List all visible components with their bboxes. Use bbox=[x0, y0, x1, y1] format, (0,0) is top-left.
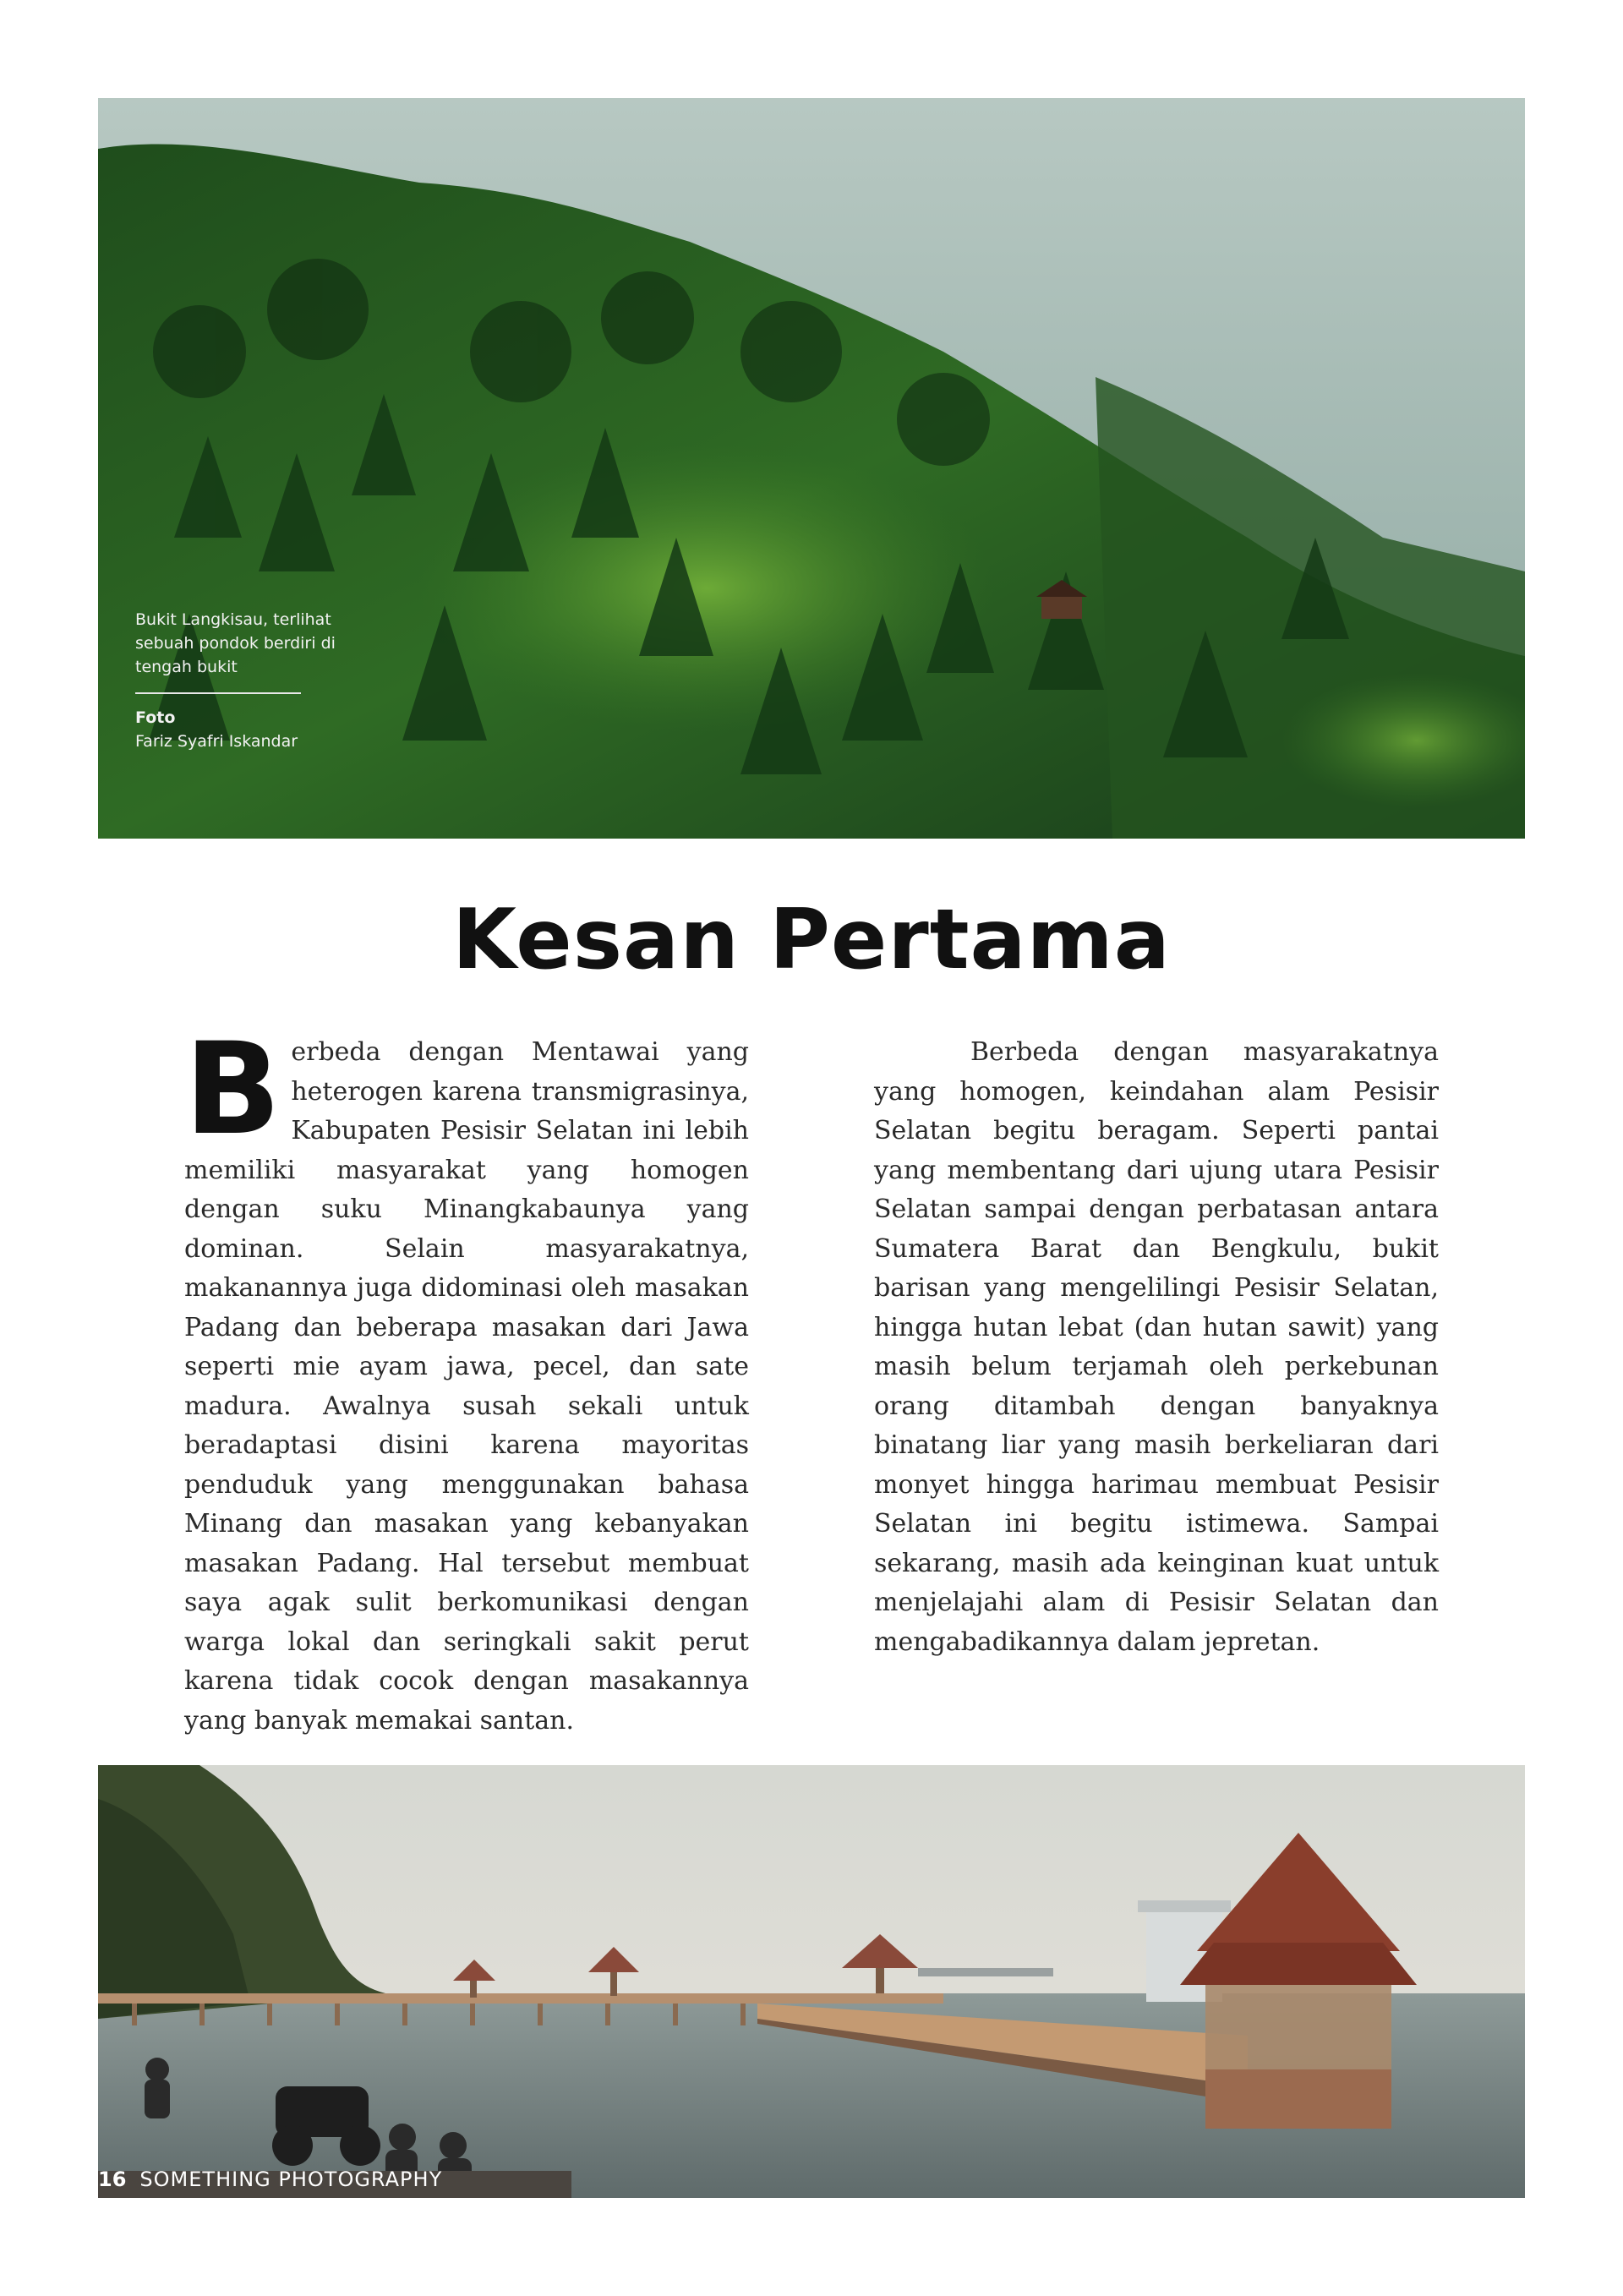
page-footer bbox=[98, 2164, 442, 2195]
page-number: 16 bbox=[98, 2168, 127, 2191]
paragraph-left: erbeda dengan Mentawai yang heterogen karena transmigrasinya, Kabupaten Pesisir Selatan ini lebih memiliki masyarakat yang homogen dengan suku Minangkabaunya yang dominan. Selain masyarakatnya, makanannya juga didominasi oleh masakan Padang dan beberapa masakan dari Jawa seperti mie ayam jawa, pecel, dan sate madura. Awalnya susah sekali untuk beradaptasi disini karena mayoritas penduduk yang menggunakan bahasa Minang dan masakan yang kebanyakan masakan Padang. Hal tersebut membuat saya agak sulit berkomunikasi dengan warga lokal dan seringkali sakit perut karena tidak cocok dengan masakannya yang banyak memakai santan. bbox=[184, 1037, 749, 1736]
magazine-name: SOMETHING PHOTOGRAPHY bbox=[139, 2168, 443, 2191]
caption-text: Bukit Langkisau, terlihat sebuah pondok berdiri di tengah bukit bbox=[135, 610, 336, 676]
caption-divider bbox=[135, 692, 301, 694]
photo-credit-name: Fariz Syafri Iskandar bbox=[135, 732, 298, 751]
pier-image bbox=[98, 1765, 1525, 2198]
photo-caption bbox=[135, 608, 338, 753]
photo-credit-label: Foto bbox=[135, 708, 176, 727]
drop-cap: B bbox=[184, 1016, 281, 1163]
paragraph-right: Berbeda dengan masyarakatnya yang homogen, keindahan alam Pesisir Selatan begitu beragam. Seperti pantai yang membentang dari ujung utara Pesisir Selatan sampai dengan perbatasan antara Sumatera Barat dan Bengkulu, bukit barisan yang mengelilingi Pesisir Selatan, hingga hutan lebat (dan hutan sawit) yang masih belum terjamah oleh perkebunan orang ditambah dengan banyaknya binatang liar yang masih berkeliaran dari monyet hingga harimau membuat Pesisir Selatan ini begitu istimewa. Sampai sekarang, masih ada keinginan kuat untuk menjelajahi alam di Pesisir Selatan dan mengabadikannya dalam jepretan. bbox=[874, 1037, 1439, 1657]
article-column-right bbox=[874, 1033, 1439, 1662]
article-title: Kesan Pertama bbox=[452, 892, 1171, 988]
article-column-left bbox=[184, 1016, 749, 1741]
pier-photo bbox=[98, 1765, 1525, 2198]
